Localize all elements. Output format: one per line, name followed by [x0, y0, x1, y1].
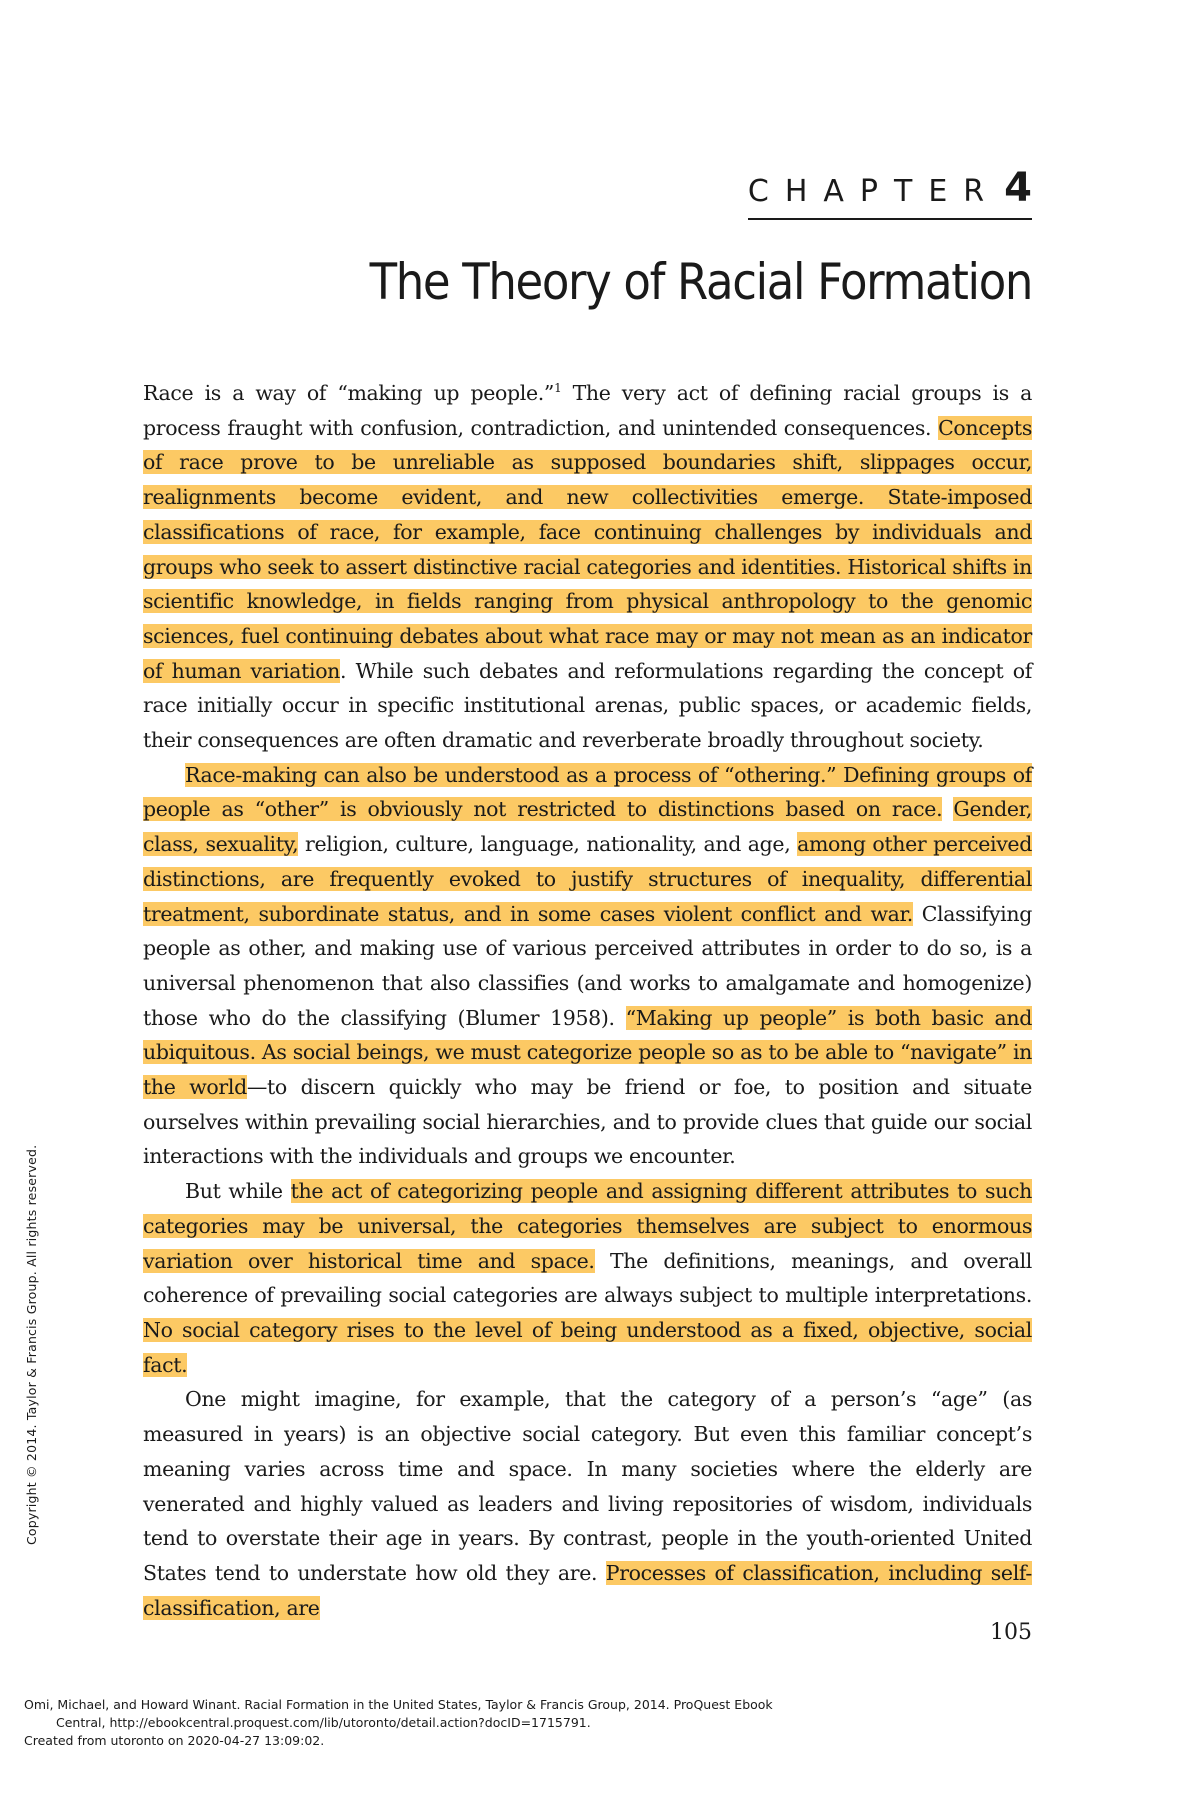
chapter-number: 4 [1004, 165, 1032, 211]
text-run: But while [185, 1179, 291, 1204]
highlighted-text: among other perceived distinctions, are frequently evoked to justify structures of inequality, differential treatment, subordinate status, and in some cases violent conflict and war. [143, 832, 1032, 926]
highlighted-text: No social category rises to the level of being understood as a fixed, objective, social fact. [143, 1317, 1032, 1377]
highlighted-text: Race-making can also be understood as a process of “othering.” Defining groups of people as “other” is obviously not restricted to distinctions based on race. [143, 762, 1032, 822]
paragraph-3 [143, 1174, 1032, 1382]
chapter-title: The Theory of Racial Formation [369, 253, 1032, 311]
text-run: The very act of defining racial groups is a process fraught with confusion, contradiction, and unintended consequences. [143, 381, 1033, 440]
text-run [942, 797, 953, 821]
footnote-marker: 1 [554, 381, 562, 396]
paragraph-4 [143, 1382, 1032, 1625]
text-run: Race is a way of “making up people.” [143, 381, 555, 405]
paragraph-1 [143, 376, 1032, 758]
highlighted-text: Processes of classification, including self-classification, are [143, 1560, 1032, 1620]
text-run: Classifying people as other, and making use of various perceived attributes in order to do so, is a universal phenomenon that also classifies (and works to amalgamate and homogenize) those who do the classifying (Blumer 1958). [143, 901, 1032, 1030]
text-run: religion, culture, language, nationality, and age, [298, 832, 798, 857]
highlighted-text: Concepts of race prove to be unreliable as supposed boundaries shift, slippages occur, realignments become evident, and new collectivities emerge. State-imposed classifications of race, for example, face continuing challenges by individuals and groups who seek to assert distinctive racial categories and identities. Historical shifts in scientific knowledge, in fields ranging from physical anthropology to the genomic sciences, fuel continuing debates about what race may or may not mean as an indicator of human variation [143, 415, 1032, 683]
paragraph-2 [143, 758, 1032, 1174]
highlighted-text: “Making up people” is both basic and ubiquitous. As social beings, we must categorize people so as to be able to “navigate” in the world [143, 1005, 1032, 1100]
footer-line-3: Created from utoronto on 2020-04-27 13:09:02. [24, 1733, 325, 1748]
body-text [143, 376, 1032, 1625]
citation-footer [24, 1696, 773, 1750]
footer-line-2: Central, http://ebookcentral.proquest.com/lib/utoronto/detail.action?docID=1715791. [56, 1715, 591, 1730]
text-run: One might imagine, for example, that the category of a person’s “age” (as measured in years) is an objective social category. But even this familiar concept’s meaning varies across time and space. In many societies where the elderly are venerated and highly valued as leaders and living repositories of wisdom, individuals tend to overstate their age in years. By contrast, people in the youth-oriented United States tend to understate how old they are. [143, 1387, 1032, 1585]
highlighted-text: Gender, class, sexuality, [143, 797, 1033, 857]
footer-line-1: Omi, Michael, and Howard Winant. Racial Formation in the United States, Taylor & Francis Group, 2014. ProQuest Ebook [24, 1697, 773, 1712]
text-run: . While such debates and reformulations regarding the concept of race initially occur in specific institutional arenas, public spaces, or academic fields, their consequences are often dramatic and reverberate broadly throughout society. [143, 658, 1033, 753]
highlighted-text: the act of categorizing people and assigning different attributes to such categories may be universal, the categories themselves are subject to enormous variation over historical time and space. [143, 1179, 1032, 1273]
text-run: —to discern quickly who may be friend or foe, to position and situate ourselves within prevailing social hierarchies, and to provide clues that guide our social interactions with the individuals and groups we encounter. [143, 1075, 1032, 1169]
chapter-heading [747, 165, 1032, 220]
chapter-label-text: CHAPTER [747, 174, 1001, 209]
text-run: The definitions, meanings, and overall coherence of prevailing social categories are always subject to multiple interpretations. [143, 1248, 1032, 1308]
side-copyright-notice: Copyright © 2014. Taylor & Francis Group. All rights reserved. [24, 1144, 39, 1545]
page-number: 105 [990, 1620, 1032, 1645]
